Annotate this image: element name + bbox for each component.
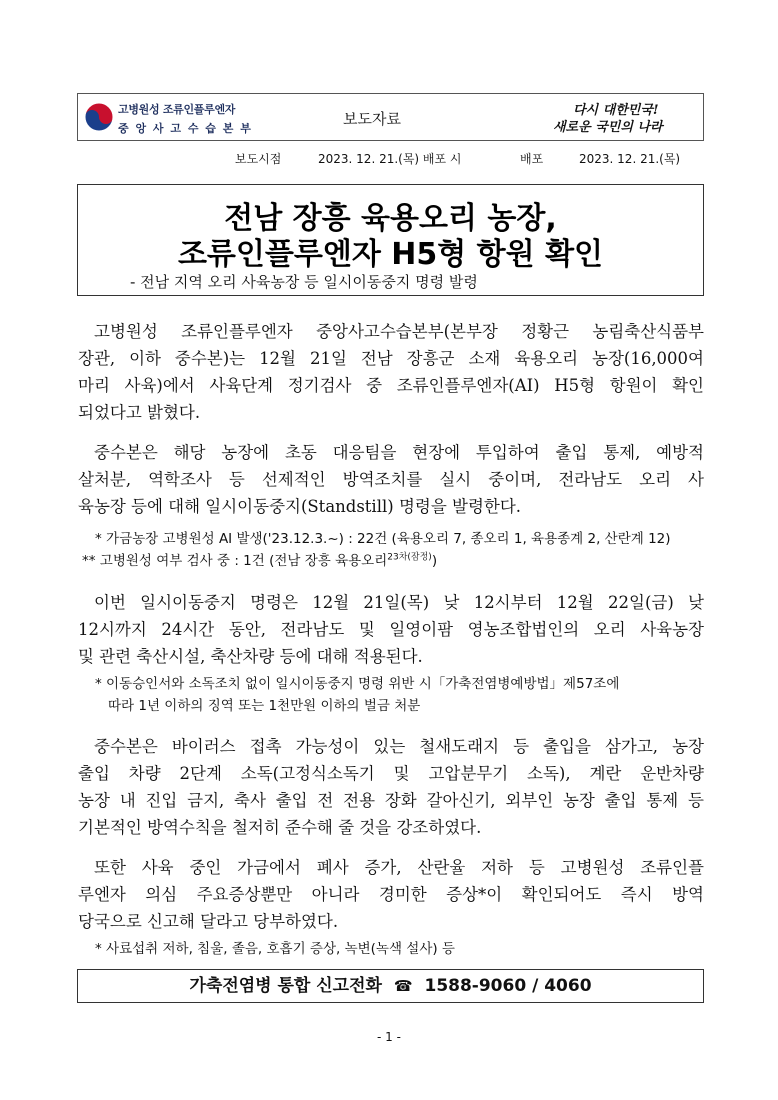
paragraph-line: 육농장 등에 대해 일시이동중지(Standstill) 명령을 발령한다. bbox=[78, 497, 522, 516]
paragraph-line: 농장 내 진입 금지, 축사 출입 전 전용 장화 갈아신기, 외부인 농장 출입 통제 등 bbox=[78, 791, 704, 810]
paragraph-line: 중수본은 해당 농장에 초동 대응팀을 현장에 투입하여 출입 통제, 예방적 bbox=[94, 443, 704, 462]
footnote-under-testing bbox=[82, 549, 437, 569]
footnote-symptoms: * 사료섭취 저하, 침울, 졸음, 호흡기 증상, 녹변(녹색 설사) 등 bbox=[95, 941, 455, 957]
paragraph-line: 출입 차량 2단계 소독(고정식소독기 및 고압분무기 소독), 계란 운반차량 bbox=[78, 764, 704, 783]
paragraph-1 bbox=[78, 318, 704, 426]
subheadline: - 전남 지역 오리 사육농장 등 일시이동중지 명령 발령 bbox=[130, 273, 478, 291]
organization-line-2: 중 앙 사 고 수 습 본 부 bbox=[118, 122, 253, 135]
release-label: 배포 bbox=[520, 152, 544, 166]
footnote-penalty-line-2: 따라 1년 이하의 징역 또는 1천만원 이하의 벌금 처분 bbox=[108, 698, 421, 714]
paragraph-line: 되었다고 밝혔다. bbox=[78, 403, 201, 422]
report-hotline-box bbox=[77, 969, 704, 1003]
paragraph-line: 장관, 이하 중수본)는 12월 21일 전남 장흥군 소재 육용오리 농장(16,000여 bbox=[78, 349, 704, 368]
footnote-close-paren: ) bbox=[431, 553, 438, 569]
report-time-label: 보도시점 bbox=[235, 152, 282, 166]
paragraph-line: 마리 사육)에서 사육단계 정기검사 중 조류인플루엔자(AI) H5형 항원이 확인 bbox=[78, 376, 704, 395]
title-box bbox=[77, 184, 704, 296]
paragraph-line: 루엔자 의심 주요증상뿐만 아니라 경미한 증상*이 확인되어도 즉시 방역 bbox=[78, 885, 704, 904]
paragraph-line: 이번 일시이동중지 명령은 12월 21일(목) 낮 12시부터 12월 22일(금) 낮 bbox=[94, 593, 704, 612]
footnote-under-testing-text: ** 고병원성 여부 검사 중 : 1건 (전남 장흥 육용오리 bbox=[82, 553, 388, 569]
government-emblem-icon bbox=[84, 102, 114, 132]
paragraph-line: 기본적인 방역수칙을 철저히 준수해 줄 것을 강조하였다. bbox=[78, 818, 482, 837]
paragraph-line: 및 관련 축산시설, 축산차량 등에 대해 적용된다. bbox=[78, 647, 423, 666]
footnote-penalty-line-1: * 이동승인서와 소독조치 없이 일시이동중지 명령 위반 시「가축전염병예방법」제57조에 bbox=[95, 676, 620, 692]
paragraph-line: 살처분, 역학조사 등 선제적인 방역조치를 실시 중이며, 전라남도 오리 사 bbox=[78, 470, 704, 489]
slogan-line-1: 다시 대한민국! bbox=[573, 103, 659, 118]
page-number: - 1 - bbox=[377, 1030, 401, 1044]
slogan-line-2: 새로운 국민의 나라 bbox=[553, 120, 663, 135]
paragraph-3 bbox=[78, 589, 704, 670]
release-value: 2023. 12. 21.(목) bbox=[579, 152, 681, 166]
paragraph-4 bbox=[78, 733, 704, 841]
paragraph-line: 또한 사육 중인 가금에서 폐사 증가, 산란율 저하 등 고병원성 조류인플 bbox=[94, 858, 704, 877]
paragraph-line: 당국으로 신고해 달라고 당부하였다. bbox=[78, 912, 339, 931]
paragraph-line: 12시까지 24시간 동안, 전라남도 및 일영이팜 영농조합법인의 오리 사육농장 bbox=[78, 620, 704, 639]
paragraph-line: 중수본은 바이러스 접촉 가능성이 있는 철새도래지 등 출입을 삼가고, 농장 bbox=[94, 737, 704, 756]
hotline-numbers: 1588-9060 / 4060 bbox=[424, 976, 592, 996]
footnote-superscript: 23차(잠정) bbox=[387, 552, 432, 563]
document-type: 보도자료 bbox=[343, 110, 401, 128]
headline-line-2: 조류인플루엔자 H5형 항원 확인 bbox=[177, 237, 604, 272]
paragraph-line: 고병원성 조류인플루엔자 중앙사고수습본부(본부장 정황근 농림축산식품부 bbox=[94, 322, 704, 341]
telephone-icon: ☎ bbox=[393, 977, 413, 995]
footnote-poultry-outbreaks: * 가금농장 고병원성 AI 발생('23.12.3.~) : 22건 (육용오리 7, 종오리 1, 육용종계 2, 산란계 12) bbox=[95, 531, 671, 547]
report-time-value: 2023. 12. 21.(목) 배포 시 bbox=[318, 152, 462, 166]
slogan-calligraphy bbox=[543, 99, 695, 137]
headline-line-1: 전남 장흥 육용오리 농장, bbox=[224, 201, 557, 236]
paragraph-2 bbox=[78, 439, 704, 520]
organization-line-1: 고병원성 조류인플루엔자 bbox=[118, 103, 236, 116]
organization-name bbox=[118, 101, 252, 136]
paragraph-5 bbox=[78, 854, 704, 935]
header-strip bbox=[77, 93, 704, 141]
hotline-label: 가축전염병 통합 신고전화 bbox=[189, 976, 382, 996]
